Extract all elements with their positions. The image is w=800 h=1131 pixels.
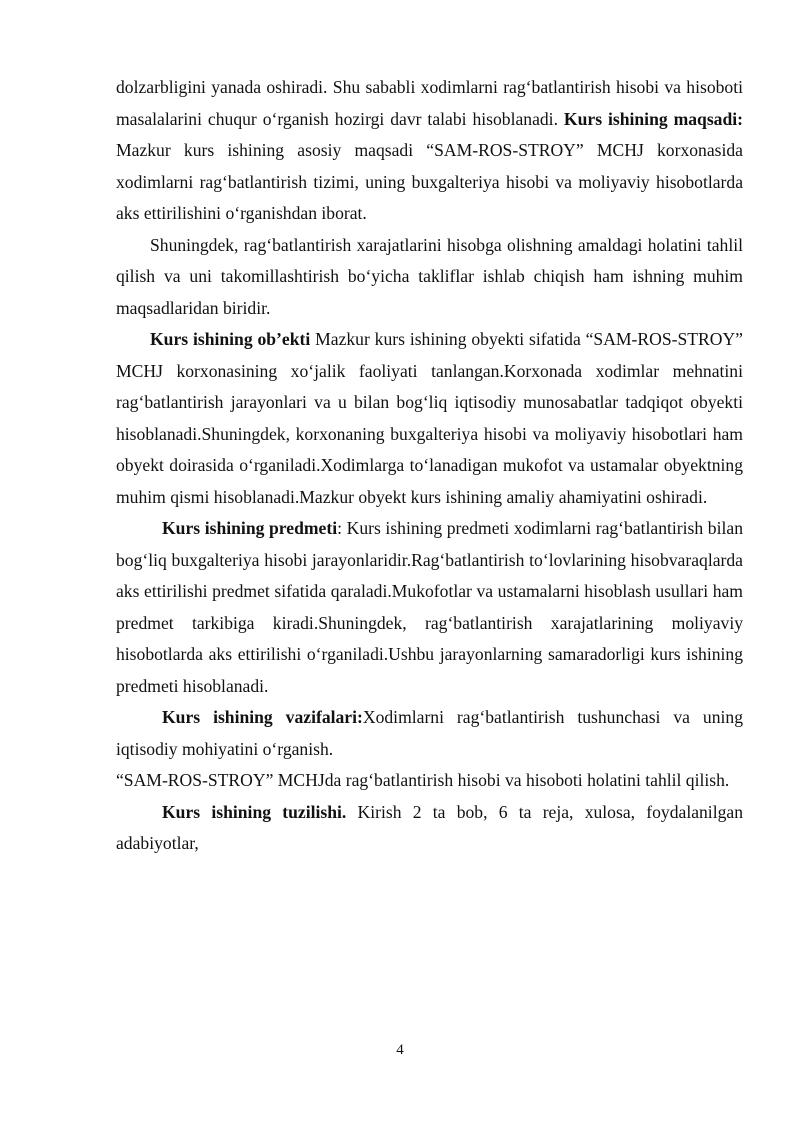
paragraph-text: Mazkur kurs ishining asosiy maqsadi “SAM-ROS-STROY” MCHJ korxonasida xodimlarni rag‘batlantirish tizimi, uning buxgalteriya hisobi va moliyaviy hisobotlarda aks ettirilishini o‘rganishdan iborat.	[116, 140, 743, 223]
heading-subject: Kurs ishining predmeti	[162, 518, 338, 538]
paragraph-text: Shuningdek, rag‘batlantirish xarajatlarini hisobga olishning amaldagi holatini tahlil qilish va uni takomillashtirish bo‘yicha takliflar ishlab chiqish ham ishning muhim maqsadlaridan biridir.	[116, 234, 743, 318]
paragraph-task-item	[116, 765, 743, 797]
paragraph-text: : Kurs ishining predmeti xodimlarni rag‘batlantirish bilan bog‘liq buxgalteriya hisobi jarayonlaridir.Rag‘batlantirish to‘lovlarining hisobvaraqlarda aks ettirilishi predmet sifatida qaraladi.Mukofotlar va ustamalarni hisoblash usullari ham predmet tarkibiga kiradi.Shuningdek, rag‘batlantirish xarajatlarining moliyaviy hisobotlarda aks ettirilishi o‘rganiladi.Ushbu jarayonlarning samaradorligi kurs ishining predmeti hisoblanadi.	[116, 518, 743, 696]
paragraph-text: dolzarbligini yanada oshiradi. Shu sababli xodimlarni rag‘batlantirish hisobi va hisoboti masalalarini chuqur o‘rganish hozirgi davr talabi hisoblanadi.	[116, 77, 743, 129]
heading-purpose: Kurs ishining maqsadi:	[563, 108, 743, 129]
paragraph-text: Xodimlarni rag‘batlantirish tushunchasi va uning iqtisodiy mohiyatini o‘rganish.	[116, 707, 743, 759]
paragraph-text: “SAM-ROS-STROY” MCHJda rag‘batlantirish hisobi va hisoboti holatini tahlil qilish.	[116, 770, 730, 790]
paragraph-object	[116, 324, 743, 513]
page-number: 4	[396, 1042, 404, 1058]
paragraph-relevance	[116, 72, 743, 230]
paragraph-tasks	[116, 702, 743, 765]
heading-object: Kurs ishining ob’ekti	[150, 329, 311, 349]
paragraph-text: Kirish 2 ta bob, 6 ta reja, xulosa, foydalanilgan adabiyotlar,	[116, 801, 743, 853]
paragraph-subject	[116, 513, 743, 702]
heading-structure: Kurs ishining tuzilishi.	[162, 801, 347, 822]
paragraph-structure	[116, 797, 743, 860]
body-text	[116, 72, 743, 860]
heading-tasks: Kurs ishining vazifalari:	[162, 707, 363, 727]
paragraph-aims	[116, 230, 743, 325]
paragraph-text: Mazkur kurs ishining obyekti sifatida “SAM-ROS-STROY” MCHJ korxonasining xo‘jalik faoliyati tanlangan.Korxonada xodimlar mehnatini rag‘batlantirish jarayonlari va u bilan bog‘liq iqtisodiy munosabatlar tadqiqot obyekti hisoblanadi.Shuningdek, korxonaning buxgalteriya hisobi va moliyaviy hisobotlari ham obyekt doirasida o‘rganiladi.Xodimlarga to‘lanadigan mukofot va ustamalar obyektning muhim qismi hisoblanadi.Mazkur obyekt kurs ishining amaliy ahamiyatini oshiradi.	[116, 329, 743, 507]
